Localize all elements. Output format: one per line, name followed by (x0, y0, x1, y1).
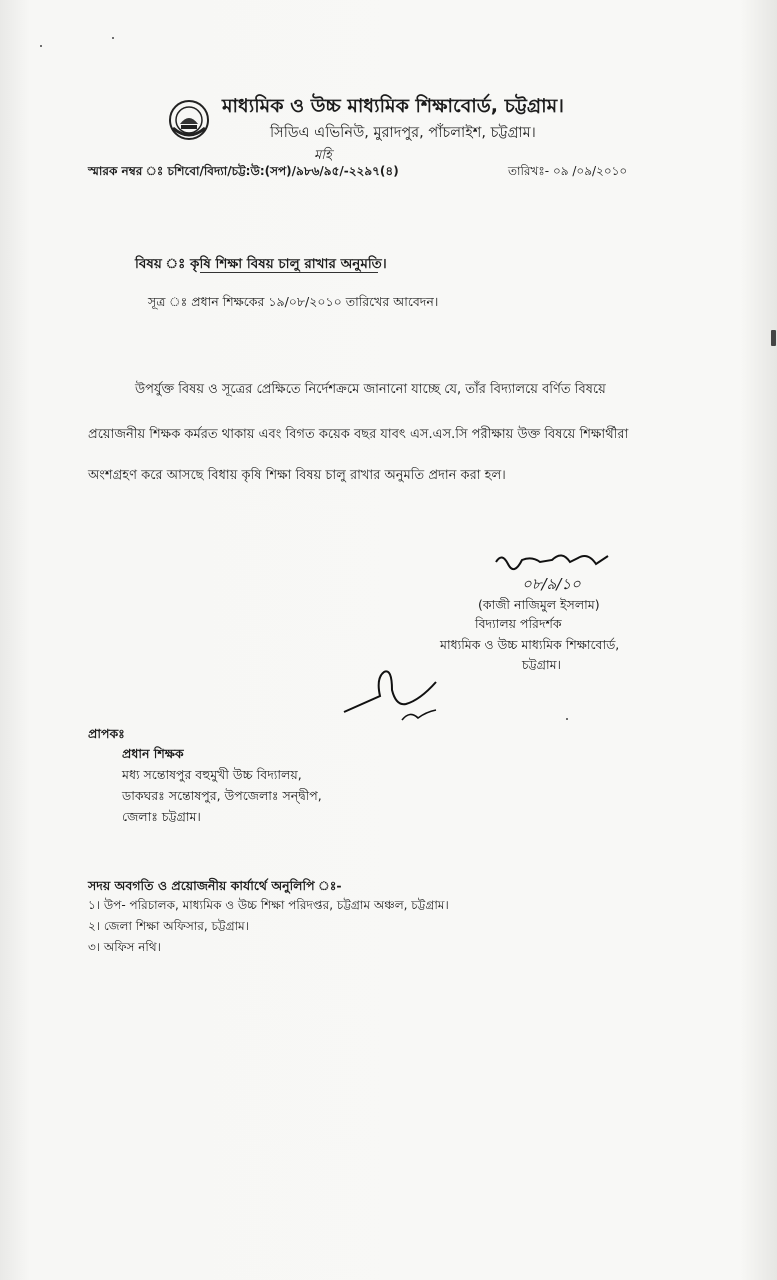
paper-speck (566, 718, 568, 720)
body-line-3: অংশগ্রহণ করে আসছে বিধায় কৃষি শিক্ষা বিষয় চালু রাখার অনুমতি প্রদান করা হল। (88, 468, 506, 483)
subject-line: বিষয় ঃ কৃষি শিক্ষা বিষয় চালু রাখার অনুমতি। (135, 256, 387, 272)
signatory-city: চট্টগ্রাম। (522, 657, 562, 672)
copy-item: ১। উপ- পরিচালক, মাধ্যমিক ও উচ্চ শিক্ষা পরিদপ্তর, চট্টগ্রাম অঞ্চল, চট্টগ্রাম। (88, 898, 449, 912)
signatory-designation: বিদ্যালয় পরিদর্শক (475, 616, 562, 631)
recipient-school: মধ্য সন্তোষপুর বহুমুখী উচ্চ বিদ্যালয়, (122, 767, 302, 782)
initial-signature-icon (340, 660, 450, 730)
subject-underline (200, 272, 378, 273)
copy-item: ২। জেলা শিক্ষা অফিসার, চট্টগ্রাম। (88, 919, 249, 933)
recipient-post: ডাকঘরঃ সন্তোষপুর, উপজেলাঃ সন্দ্বীপ, (122, 788, 322, 803)
copy-item: ৩। অফিস নথি। (88, 940, 161, 954)
paper-speck (40, 45, 42, 47)
memo-number: স্মারক নম্বর ঃ চশিবো/বিদ্যা/চট্ট:উ:(সপ)/৯৮৬/৯৫/-২২৯৭(৪) (88, 164, 399, 178)
recipient-district: জেলাঃ চট্টগ্রাম। (122, 809, 201, 824)
signature-date: ০৮/৯/১০ (522, 575, 581, 593)
board-address: সিডিএ এভিনিউ, মুরাদপুর, পাঁচলাইশ, চট্টগ্রাম। (270, 125, 536, 141)
signatory-name: (কাজী নাজিমুল ইসলাম) (478, 597, 600, 612)
handwritten-note: মহি (314, 148, 332, 163)
copies-heading: সদয় অবগতি ও প্রয়োজনীয় কার্যার্থে অনুলিপি ঃ- (88, 878, 342, 893)
reference-line: সূত্র ঃ প্রধান শিক্ষকের ১৯/০৮/২০১০ তারিখের আবেদন। (148, 294, 439, 309)
body-line-2: প্রয়োজনীয় শিক্ষক কর্মরত থাকায় এবং বিগত কয়েক বছর যাবৎ এস.এস.সি পরীক্ষায় উক্ত বিষয়ে শিক্ষার্থীরা (88, 427, 629, 442)
memo-date: তারিখঃ- ০৯ /০৯/২০১০ (508, 164, 628, 178)
signatory-organization: মাধ্যমিক ও উচ্চ মাধ্যমিক শিক্ষাবোর্ড, (440, 637, 620, 652)
paper-speck (771, 330, 776, 346)
board-title: মাধ্যমিক ও উচ্চ মাধ্যমিক শিক্ষাবোর্ড, চট্টগ্রাম। (222, 95, 564, 117)
paper-speck (112, 37, 114, 39)
body-line-1: উপর্যুক্ত বিষয় ও সূত্রের প্রেক্ষিতে নির্দেশক্রমে জানানো যাচ্ছে যে, তাঁর বিদ্যালয়ে বর্ণিত বিষয়ে (135, 382, 606, 397)
board-logo-icon (167, 98, 211, 142)
recipient-title: প্রধান শিক্ষক (122, 746, 184, 761)
recipient-label: প্রাপকঃ (88, 726, 125, 741)
